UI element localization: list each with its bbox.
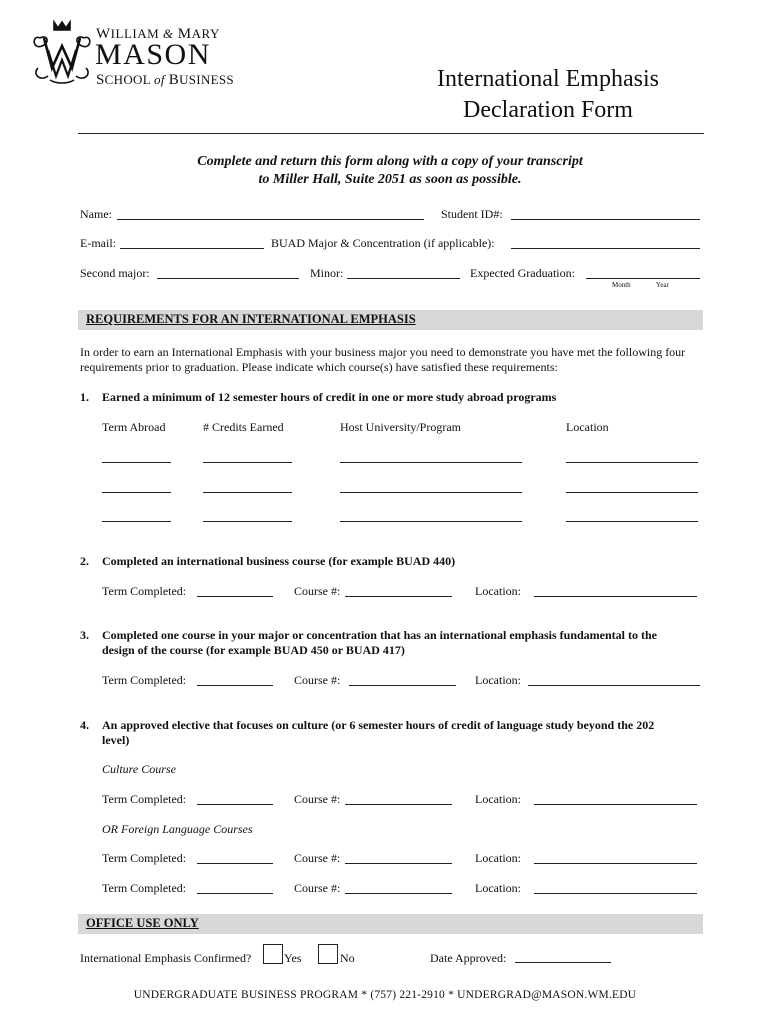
- requirements-section-header: REQUIREMENTS FOR AN INTERNATIONAL EMPHASIS: [78, 310, 703, 330]
- course-label: Course #:: [294, 851, 341, 865]
- location-field[interactable]: [534, 596, 697, 597]
- no-checkbox[interactable]: [318, 944, 338, 964]
- buad-major-field[interactable]: [511, 248, 700, 249]
- course-field[interactable]: [345, 863, 452, 864]
- location-label: Location:: [475, 673, 521, 687]
- course-label: Course #:: [294, 584, 341, 598]
- yes-checkbox[interactable]: [263, 944, 283, 964]
- credits-field[interactable]: [203, 462, 292, 463]
- email-label: E-mail:: [80, 236, 116, 250]
- minor-label: Minor:: [310, 266, 344, 280]
- term-completed-field[interactable]: [197, 685, 273, 686]
- req4-number: 4.: [80, 718, 89, 732]
- term-abroad-field[interactable]: [102, 521, 171, 522]
- form-title: International Emphasis Declaration Form: [437, 66, 659, 123]
- header-divider: [78, 133, 704, 134]
- foreign-language-label: OR Foreign Language Courses: [102, 822, 253, 836]
- location-field[interactable]: [566, 521, 698, 522]
- course-label: Course #:: [294, 673, 341, 687]
- location-field[interactable]: [534, 893, 697, 894]
- footer-contact: UNDERGRADUATE BUSINESS PROGRAM * (757) 221-2910 * UNDERGRAD@MASON.WM.EDU: [133, 989, 637, 1001]
- location-field[interactable]: [534, 863, 697, 864]
- emphasis-confirmed-label: International Emphasis Confirmed?: [80, 951, 252, 965]
- second-major-label: Second major:: [80, 266, 150, 280]
- term-abroad-field[interactable]: [102, 462, 171, 463]
- col-host-university: Host University/Program: [340, 420, 461, 434]
- intro-instructions: Complete and return this form along with a copy of your transcript to Miller Hall, Suite 2051 as soon as possible.: [197, 154, 583, 187]
- course-field[interactable]: [349, 685, 456, 686]
- req3-number: 3.: [80, 628, 89, 642]
- course-field[interactable]: [345, 596, 452, 597]
- logo-william-mary: WILLIAM & MARY: [96, 26, 220, 42]
- date-approved-label: Date Approved:: [430, 951, 507, 965]
- col-location: Location: [566, 420, 609, 434]
- location-label: Location:: [475, 584, 521, 598]
- course-label: Course #:: [294, 881, 341, 895]
- logo-mason: MASON: [95, 38, 211, 71]
- month-hint: Month: [612, 281, 631, 289]
- expected-graduation-field[interactable]: [586, 278, 700, 279]
- location-field[interactable]: [566, 492, 698, 493]
- term-abroad-field[interactable]: [102, 492, 171, 493]
- date-approved-field[interactable]: [515, 962, 611, 963]
- second-major-field[interactable]: [157, 278, 299, 279]
- expected-graduation-label: Expected Graduation:: [470, 266, 575, 280]
- credits-field[interactable]: [203, 492, 292, 493]
- email-field[interactable]: [120, 248, 264, 249]
- term-completed-field[interactable]: [197, 804, 273, 805]
- student-id-label: Student ID#:: [441, 207, 503, 221]
- buad-major-label: BUAD Major & Concentration (if applicable):: [271, 236, 495, 250]
- req2-text: Completed an international business course (for example BUAD 440): [102, 554, 456, 568]
- requirements-paragraph: In order to earn an International Emphasis with your business major you need to demonstrate you have met the following four requirements prior to graduation. Please indicate which course(s) have satisfied these requirements:: [80, 345, 686, 374]
- course-label: Course #:: [294, 792, 341, 806]
- host-university-field[interactable]: [340, 492, 522, 493]
- location-field[interactable]: [528, 685, 700, 686]
- req1-text: Earned a minimum of 12 semester hours of credit in one or more study abroad programs: [102, 390, 557, 404]
- year-hint: Year: [656, 281, 669, 289]
- crest-logo: [30, 16, 94, 86]
- host-university-field[interactable]: [340, 462, 522, 463]
- term-completed-label: Term Completed:: [102, 792, 187, 806]
- name-field[interactable]: [117, 219, 424, 220]
- location-label: Location:: [475, 851, 521, 865]
- term-completed-label: Term Completed:: [102, 881, 187, 895]
- course-field[interactable]: [345, 893, 452, 894]
- no-label: No: [340, 951, 355, 965]
- req2-number: 2.: [80, 554, 89, 568]
- req4-text-line2: level): [102, 733, 130, 747]
- office-use-section-header: OFFICE USE ONLY: [78, 914, 703, 934]
- location-field[interactable]: [566, 462, 698, 463]
- term-completed-field[interactable]: [197, 863, 273, 864]
- location-field[interactable]: [534, 804, 697, 805]
- req3-text-line2: design of the course (for example BUAD 450 or BUAD 417): [102, 643, 405, 657]
- location-label: Location:: [475, 881, 521, 895]
- term-completed-label: Term Completed:: [102, 673, 187, 687]
- location-label: Location:: [475, 792, 521, 806]
- logo-school-of-business: SCHOOL of BUSINESS: [96, 72, 234, 88]
- req3-text-line1: Completed one course in your major or concentration that has an international emphasis fundamental to the: [102, 628, 657, 642]
- term-completed-field[interactable]: [197, 596, 273, 597]
- student-id-field[interactable]: [511, 219, 700, 220]
- culture-course-label: Culture Course: [102, 762, 176, 776]
- term-completed-label: Term Completed:: [102, 851, 187, 865]
- credits-field[interactable]: [203, 521, 292, 522]
- course-field[interactable]: [345, 804, 452, 805]
- term-completed-field[interactable]: [197, 893, 273, 894]
- req4-text-line1: An approved elective that focuses on culture (or 6 semester hours of credit of language study beyond the 202: [102, 718, 655, 732]
- minor-field[interactable]: [347, 278, 460, 279]
- name-label: Name:: [80, 207, 112, 221]
- col-credits-earned: # Credits Earned: [203, 420, 284, 434]
- req1-number: 1.: [80, 390, 89, 404]
- col-term-abroad: Term Abroad: [102, 420, 166, 434]
- term-completed-label: Term Completed:: [102, 584, 187, 598]
- yes-label: Yes: [284, 951, 302, 965]
- host-university-field[interactable]: [340, 521, 522, 522]
